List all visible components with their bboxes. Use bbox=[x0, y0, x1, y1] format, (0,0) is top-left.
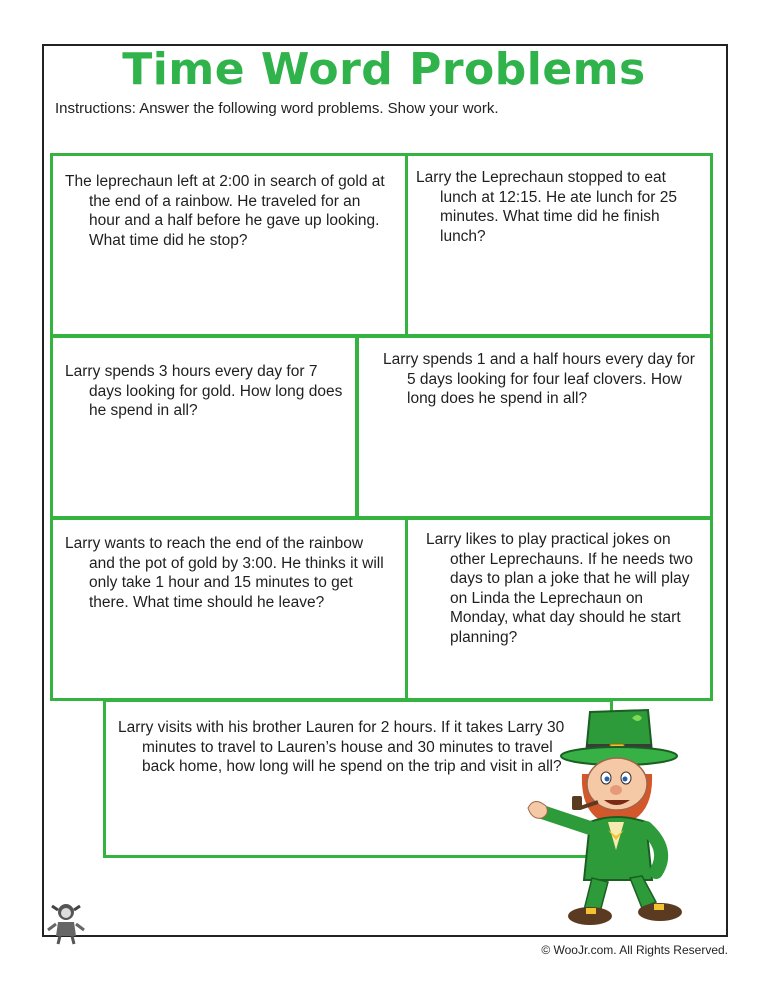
copyright-footer: © WooJr.com. All Rights Reserved. bbox=[541, 943, 728, 957]
problem-text: Larry likes to play practical jokes on other Leprechauns. If he needs two days to plan a joke that he will play on Linda the Leprechaun on Monday, what day should he start planning? bbox=[426, 531, 693, 646]
woojr-kid-icon bbox=[46, 900, 86, 946]
problem-box-6 bbox=[405, 517, 713, 701]
instructions: Instructions: Answer the following word problems. Show your work. bbox=[55, 100, 499, 117]
problem-text: Larry the Leprechaun stopped to eat lunch at 12:15. He ate lunch for 25 minutes. What time did he finish lunch? bbox=[416, 169, 677, 245]
problem-box-3 bbox=[50, 335, 358, 519]
problem-text: The leprechaun left at 2:00 in search of gold at the end of a rainbow. He traveled for an hour and a half before he gave up looking. What time did he stop? bbox=[65, 173, 385, 249]
problem-text: Larry spends 3 hours every day for 7 days looking for gold. How long does he spend in all? bbox=[65, 363, 343, 419]
page-title: Time Word Problems bbox=[122, 44, 646, 95]
problem-box-4 bbox=[356, 335, 713, 519]
problem-text: Larry spends 1 and a half hours every day for 5 days looking for four leaf clovers. How long does he spend in all? bbox=[383, 351, 695, 407]
problem-box-5 bbox=[50, 517, 408, 701]
problem-box-1 bbox=[50, 153, 408, 337]
problem-box-2 bbox=[405, 153, 713, 337]
problem-text: Larry visits with his brother Lauren for 2 hours. If it takes Larry 30 minutes to travel to Lauren’s house and 30 minutes to travel back home, how long will he spend on the trip and visit in all? bbox=[118, 719, 565, 775]
leprechaun-illustration bbox=[520, 700, 720, 940]
problem-text: Larry wants to reach the end of the rainbow and the pot of gold by 3:00. He thinks it will only take 1 hour and 15 minutes to get there. What time should he leave? bbox=[65, 535, 384, 611]
